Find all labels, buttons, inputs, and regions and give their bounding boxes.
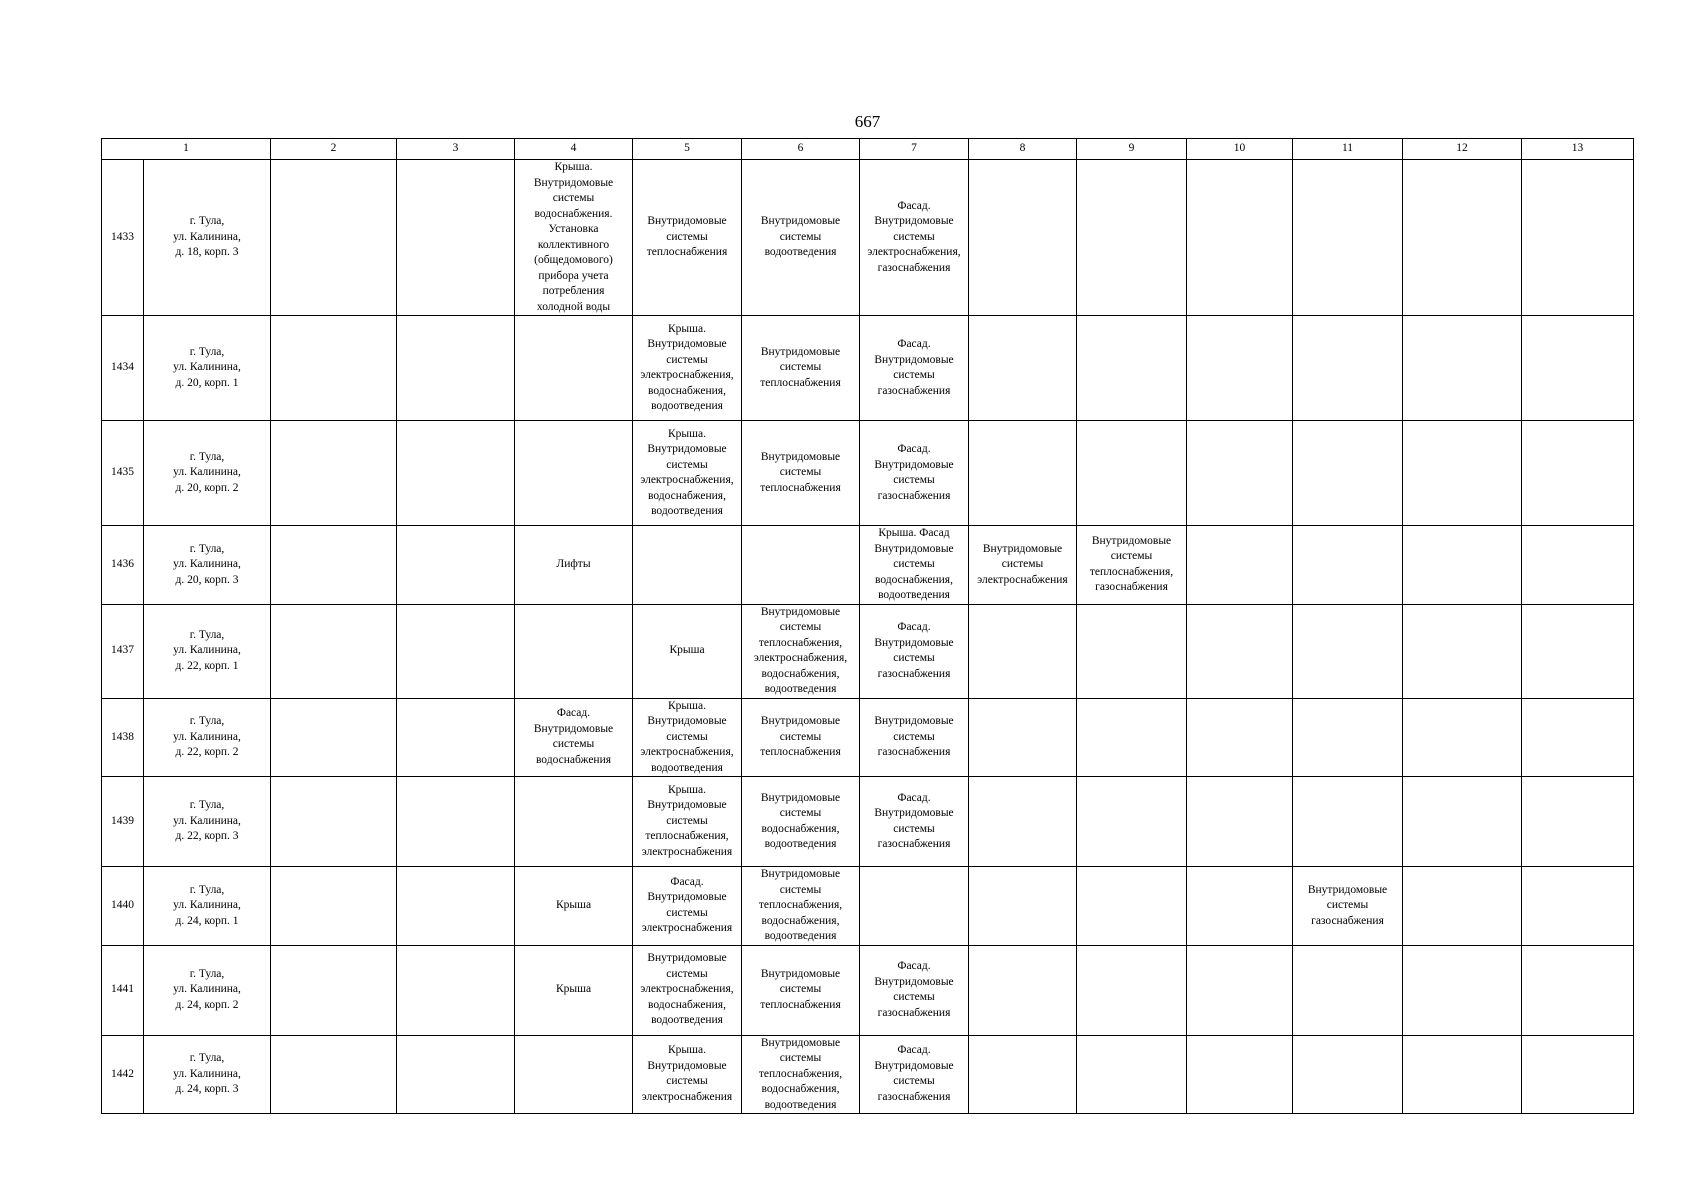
work-cell-col-12 [1403, 1035, 1522, 1114]
work-cell-col-6: Внутридомовые системы теплоснабжения [742, 421, 860, 526]
work-cell-col-2 [271, 604, 397, 698]
work-cell-col-2 [271, 421, 397, 526]
work-cell-col-2 [271, 1035, 397, 1114]
table-row [102, 1035, 1634, 1114]
work-cell-col-11 [1293, 698, 1403, 777]
work-cell-col-11 [1293, 1035, 1403, 1114]
work-cell-col-10 [1187, 777, 1293, 867]
work-cell-col-3 [397, 526, 515, 605]
repair-schedule-table [101, 138, 1634, 1114]
column-header: 4 [515, 139, 633, 160]
column-header: 13 [1522, 139, 1634, 160]
work-cell-col-2 [271, 867, 397, 946]
work-cell-col-5: Крыша. Внутридомовые системы теплоснабжения, электроснабжения [633, 777, 742, 867]
row-number-cell: 1438 [102, 698, 144, 777]
work-cell-col-3 [397, 867, 515, 946]
work-cell-col-3 [397, 316, 515, 421]
work-cell-col-4: Лифты [515, 526, 633, 605]
work-cell-col-13 [1522, 698, 1634, 777]
work-cell-col-5: Фасад. Внутридомовые системы электроснабжения [633, 867, 742, 946]
work-cell-col-11 [1293, 526, 1403, 605]
work-cell-col-5 [633, 526, 742, 605]
work-cell-col-11 [1293, 945, 1403, 1035]
work-cell-col-9 [1077, 1035, 1187, 1114]
work-cell-col-5: Крыша. Внутридомовые системы электроснабжения, водоснабжения, водоотведения [633, 421, 742, 526]
work-cell-col-6: Внутридомовые системы теплоснабжения [742, 945, 860, 1035]
work-cell-col-4 [515, 316, 633, 421]
address-cell: г. Тула, ул. Калинина, д. 24, корп. 2 [144, 945, 271, 1035]
work-cell-col-11 [1293, 316, 1403, 421]
work-cell-col-13 [1522, 604, 1634, 698]
work-cell-col-6: Внутридомовые системы теплоснабжения, электроснабжения, водоснабжения, водоотведения [742, 604, 860, 698]
work-cell-col-3 [397, 604, 515, 698]
column-header: 5 [633, 139, 742, 160]
work-cell-col-7: Фасад. Внутридомовые системы электроснабжения, газоснабжения [860, 160, 969, 316]
work-cell-col-2 [271, 698, 397, 777]
work-cell-col-9 [1077, 698, 1187, 777]
work-cell-col-5: Крыша [633, 604, 742, 698]
work-cell-col-12 [1403, 867, 1522, 946]
work-cell-col-6: Внутридомовые системы водоотведения [742, 160, 860, 316]
work-cell-col-7 [860, 867, 969, 946]
work-cell-col-7: Фасад. Внутридомовые системы газоснабжения [860, 1035, 969, 1114]
table-row [102, 867, 1634, 946]
work-cell-col-9 [1077, 867, 1187, 946]
work-cell-col-7: Внутридомовые системы газоснабжения [860, 698, 969, 777]
work-cell-col-12 [1403, 421, 1522, 526]
work-cell-col-12 [1403, 160, 1522, 316]
row-number-cell: 1436 [102, 526, 144, 605]
address-cell: г. Тула, ул. Калинина, д. 20, корп. 1 [144, 316, 271, 421]
work-cell-col-11: Внутридомовые системы газоснабжения [1293, 867, 1403, 946]
column-header: 6 [742, 139, 860, 160]
row-number-cell: 1433 [102, 160, 144, 316]
work-cell-col-10 [1187, 1035, 1293, 1114]
column-header: 8 [969, 139, 1077, 160]
work-cell-col-5: Внутридомовые системы электроснабжения, водоснабжения, водоотведения [633, 945, 742, 1035]
row-number-cell: 1437 [102, 604, 144, 698]
work-cell-col-12 [1403, 945, 1522, 1035]
work-cell-col-8 [969, 945, 1077, 1035]
work-cell-col-8 [969, 867, 1077, 946]
table-row [102, 526, 1634, 605]
work-cell-col-3 [397, 421, 515, 526]
work-cell-col-4: Крыша. Внутридомовые системы водоснабжения. Установка коллективного (общедомового) прибора учета потребления холодной воды [515, 160, 633, 316]
work-cell-col-4 [515, 604, 633, 698]
column-header: 3 [397, 139, 515, 160]
work-cell-col-5: Крыша. Внутридомовые системы электроснабжения, водоотведения [633, 698, 742, 777]
work-cell-col-3 [397, 160, 515, 316]
work-cell-col-4: Фасад. Внутридомовые системы водоснабжения [515, 698, 633, 777]
work-cell-col-8 [969, 316, 1077, 421]
column-header: 2 [271, 139, 397, 160]
work-cell-col-4: Крыша [515, 867, 633, 946]
work-cell-col-10 [1187, 867, 1293, 946]
work-cell-col-9 [1077, 777, 1187, 867]
work-cell-col-12 [1403, 777, 1522, 867]
work-cell-col-4 [515, 777, 633, 867]
work-cell-col-13 [1522, 945, 1634, 1035]
work-cell-col-2 [271, 945, 397, 1035]
row-number-cell: 1441 [102, 945, 144, 1035]
work-cell-col-8 [969, 160, 1077, 316]
work-cell-col-8: Внутридомовые системы электроснабжения [969, 526, 1077, 605]
work-cell-col-12 [1403, 604, 1522, 698]
row-number-cell: 1439 [102, 777, 144, 867]
address-cell: г. Тула, ул. Калинина, д. 20, корп. 3 [144, 526, 271, 605]
address-cell: г. Тула, ул. Калинина, д. 22, корп. 1 [144, 604, 271, 698]
work-cell-col-13 [1522, 526, 1634, 605]
work-cell-col-13 [1522, 160, 1634, 316]
work-cell-col-10 [1187, 421, 1293, 526]
table-row [102, 316, 1634, 421]
address-cell: г. Тула, ул. Калинина, д. 20, корп. 2 [144, 421, 271, 526]
table-row [102, 777, 1634, 867]
work-cell-col-4 [515, 421, 633, 526]
table-row [102, 698, 1634, 777]
work-cell-col-12 [1403, 698, 1522, 777]
work-cell-col-4: Крыша [515, 945, 633, 1035]
work-cell-col-11 [1293, 777, 1403, 867]
work-cell-col-11 [1293, 604, 1403, 698]
work-cell-col-9 [1077, 160, 1187, 316]
work-cell-col-8 [969, 1035, 1077, 1114]
address-cell: г. Тула, ул. Калинина, д. 22, корп. 3 [144, 777, 271, 867]
column-header: 9 [1077, 139, 1187, 160]
table-row [102, 421, 1634, 526]
work-cell-col-9: Внутридомовые системы теплоснабжения, газоснабжения [1077, 526, 1187, 605]
row-number-cell: 1440 [102, 867, 144, 946]
work-cell-col-6: Внутридомовые системы теплоснабжения, водоснабжения, водоотведения [742, 867, 860, 946]
column-header: 12 [1403, 139, 1522, 160]
row-number-cell: 1442 [102, 1035, 144, 1114]
address-cell: г. Тула, ул. Калинина, д. 22, корп. 2 [144, 698, 271, 777]
column-header: 11 [1293, 139, 1403, 160]
work-cell-col-2 [271, 160, 397, 316]
work-cell-col-5: Крыша. Внутридомовые системы электроснабжения, водоснабжения, водоотведения [633, 316, 742, 421]
row-number-cell: 1435 [102, 421, 144, 526]
header-row [102, 139, 1634, 160]
work-cell-col-13 [1522, 316, 1634, 421]
address-cell: г. Тула, ул. Калинина, д. 24, корп. 1 [144, 867, 271, 946]
work-cell-col-9 [1077, 604, 1187, 698]
work-cell-col-2 [271, 526, 397, 605]
table-body [102, 139, 1634, 1114]
work-cell-col-3 [397, 698, 515, 777]
column-header: 7 [860, 139, 969, 160]
work-cell-col-8 [969, 698, 1077, 777]
work-cell-col-13 [1522, 421, 1634, 526]
work-cell-col-7: Фасад. Внутридомовые системы газоснабжения [860, 945, 969, 1035]
work-cell-col-3 [397, 1035, 515, 1114]
page-number: 667 [854, 112, 881, 131]
work-cell-col-7: Фасад. Внутридомовые системы газоснабжения [860, 777, 969, 867]
work-cell-col-6 [742, 526, 860, 605]
work-cell-col-9 [1077, 421, 1187, 526]
work-cell-col-8 [969, 604, 1077, 698]
work-cell-col-12 [1403, 316, 1522, 421]
work-cell-col-13 [1522, 1035, 1634, 1114]
work-cell-col-10 [1187, 316, 1293, 421]
address-cell: г. Тула, ул. Калинина, д. 24, корп. 3 [144, 1035, 271, 1114]
table-row [102, 604, 1634, 698]
work-cell-col-12 [1403, 526, 1522, 605]
work-cell-col-5: Внутридомовые системы теплоснабжения [633, 160, 742, 316]
work-cell-col-9 [1077, 316, 1187, 421]
work-cell-col-10 [1187, 698, 1293, 777]
column-header: 10 [1187, 139, 1293, 160]
work-cell-col-6: Внутридомовые системы водоснабжения, водоотведения [742, 777, 860, 867]
work-cell-col-5: Крыша. Внутридомовые системы электроснабжения [633, 1035, 742, 1114]
work-cell-col-7: Фасад. Внутридомовые системы газоснабжения [860, 421, 969, 526]
work-cell-col-11 [1293, 160, 1403, 316]
table-row [102, 945, 1634, 1035]
work-cell-col-7: Крыша. Фасад Внутридомовые системы водоснабжения, водоотведения [860, 526, 969, 605]
work-cell-col-8 [969, 777, 1077, 867]
address-cell: г. Тула, ул. Калинина, д. 18, корп. 3 [144, 160, 271, 316]
work-cell-col-13 [1522, 777, 1634, 867]
work-cell-col-11 [1293, 421, 1403, 526]
work-cell-col-7: Фасад. Внутридомовые системы газоснабжения [860, 604, 969, 698]
work-cell-col-10 [1187, 160, 1293, 316]
work-cell-col-7: Фасад. Внутридомовые системы газоснабжения [860, 316, 969, 421]
work-cell-col-3 [397, 777, 515, 867]
work-cell-col-6: Внутридомовые системы теплоснабжения [742, 316, 860, 421]
work-cell-col-6: Внутридомовые системы теплоснабжения [742, 698, 860, 777]
work-cell-col-10 [1187, 945, 1293, 1035]
work-cell-col-10 [1187, 526, 1293, 605]
row-number-cell: 1434 [102, 316, 144, 421]
work-cell-col-2 [271, 316, 397, 421]
work-cell-col-6: Внутридомовые системы теплоснабжения, водоснабжения, водоотведения [742, 1035, 860, 1114]
work-cell-col-13 [1522, 867, 1634, 946]
work-cell-col-4 [515, 1035, 633, 1114]
work-cell-col-10 [1187, 604, 1293, 698]
work-cell-col-9 [1077, 945, 1187, 1035]
column-header: 1 [102, 139, 271, 160]
table-row [102, 160, 1634, 316]
work-cell-col-3 [397, 945, 515, 1035]
work-cell-col-2 [271, 777, 397, 867]
work-cell-col-8 [969, 421, 1077, 526]
